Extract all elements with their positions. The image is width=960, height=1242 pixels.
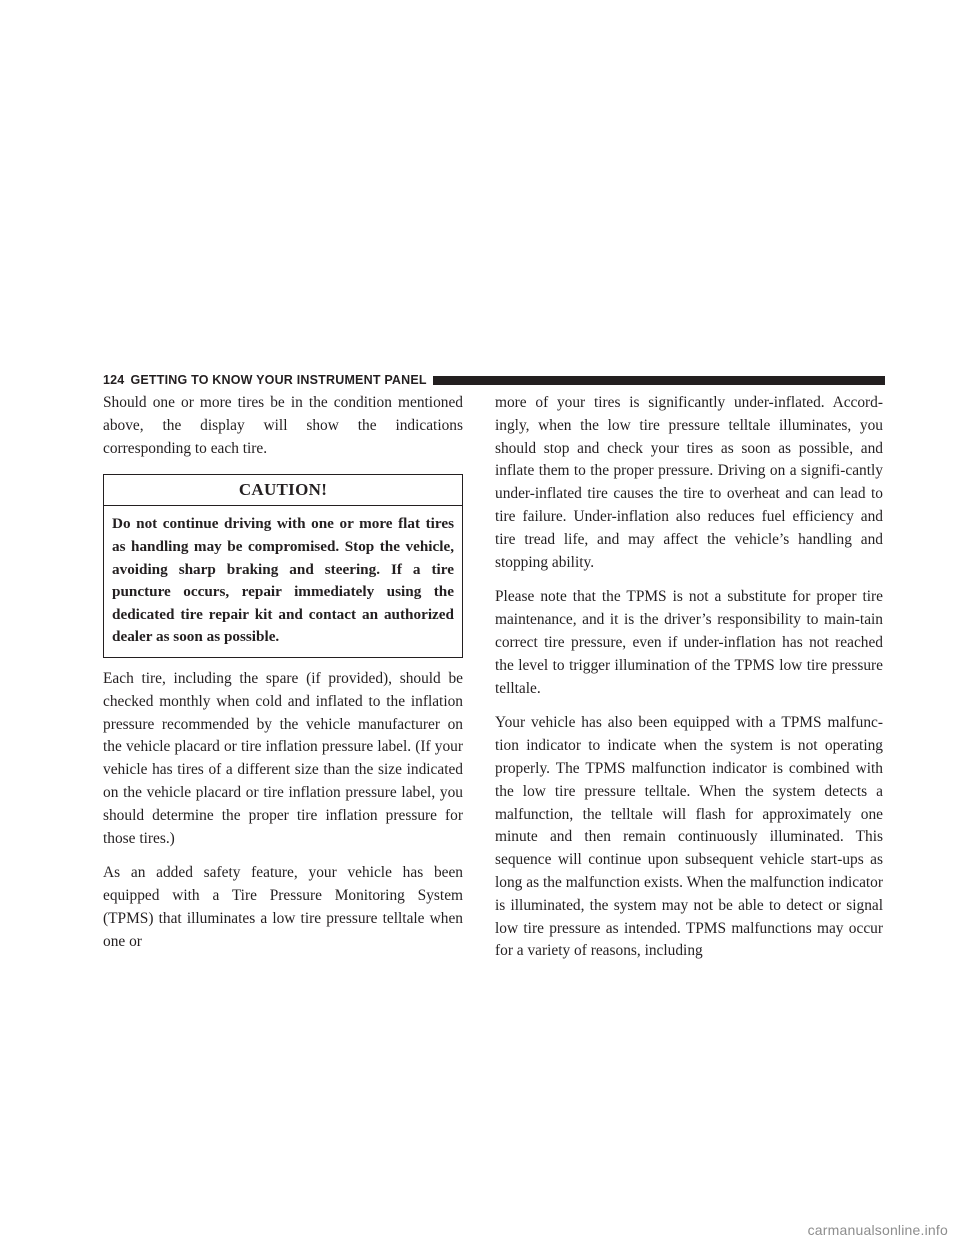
watermark: carmanualsonline.info bbox=[807, 1222, 948, 1238]
header-rule bbox=[433, 376, 885, 385]
caution-box bbox=[103, 474, 463, 658]
tpms-continued-paragraph: more of your tires is significantly under-inflated. Accord-ingly, when the low tire pressure telltale illuminates, you should stop and check your tires as soon as possible, and inflate them to the proper pressure. Driving on a signifi-cantly under-inflated tire causes the tire to overheat and can lead to tire failure. Under-inflation also reduces fuel efficiency and tire tread life, and may affect the vehicle’s handling and stopping ability. bbox=[495, 394, 883, 571]
substitute-paragraph: Please note that the TPMS is not a substitute for proper tire maintenance, and it is the driver’s responsibility to main-tain correct tire pressure, even if under-inflation has not reached the level to trigger illumination of the TPMS low tire pressure telltale. bbox=[495, 588, 883, 697]
caution-title: CAUTION! bbox=[104, 475, 462, 506]
right-column bbox=[495, 392, 883, 975]
tpms-intro-paragraph: As an added safety feature, your vehicle has been equipped with a Tire Pressure Monitoring System (TPMS) that illuminates a low tire pressure telltale when one or bbox=[103, 864, 463, 950]
page-header bbox=[103, 372, 885, 388]
malfunction-paragraph: Your vehicle has also been equipped with a TPMS malfunc-tion indicator to indicate when the system is not operating properly. The TPMS malfunction indicator is combined with the low tire pressure telltale. When the system detects a malfunction, the telltale will flash for approximately one minute and then remain continuously illuminated. This sequence will continue upon subsequent vehicle start-ups as long as the malfunction exists. When the malfunction indicator is illuminated, the system may not be able to detect or signal low tire pressure as intended. TPMS malfunctions may occur for a variety of reasons, including bbox=[495, 714, 883, 960]
header-text bbox=[103, 373, 427, 387]
left-column bbox=[103, 392, 463, 966]
caution-body: Do not continue driving with one or more flat tires as handling may be compromised. Stop the vehicle, avoiding sharp braking and steering. If a tire puncture occurs, repair immediately using the dedicated tire repair kit and contact an authorized dealer as soon as possible. bbox=[112, 515, 454, 646]
intro-paragraph: Should one or more tires be in the condition mentioned above, the display will show the indications corresponding to each tire. bbox=[103, 394, 463, 457]
section-title: GETTING TO KNOW YOUR INSTRUMENT PANEL bbox=[130, 373, 427, 387]
page-number: 124 bbox=[103, 373, 125, 387]
monthly-check-paragraph: Each tire, including the spare (if provided), should be checked monthly when cold and inflated to the inflation pressure recommended by the vehicle manufacturer on the vehicle placard or tire inflation pressure label. (If your vehicle has tires of a different size than the size indicated on the vehicle placard or tire inflation pressure label, you should determine the proper tire inflation pressure for those tires.) bbox=[103, 669, 463, 847]
